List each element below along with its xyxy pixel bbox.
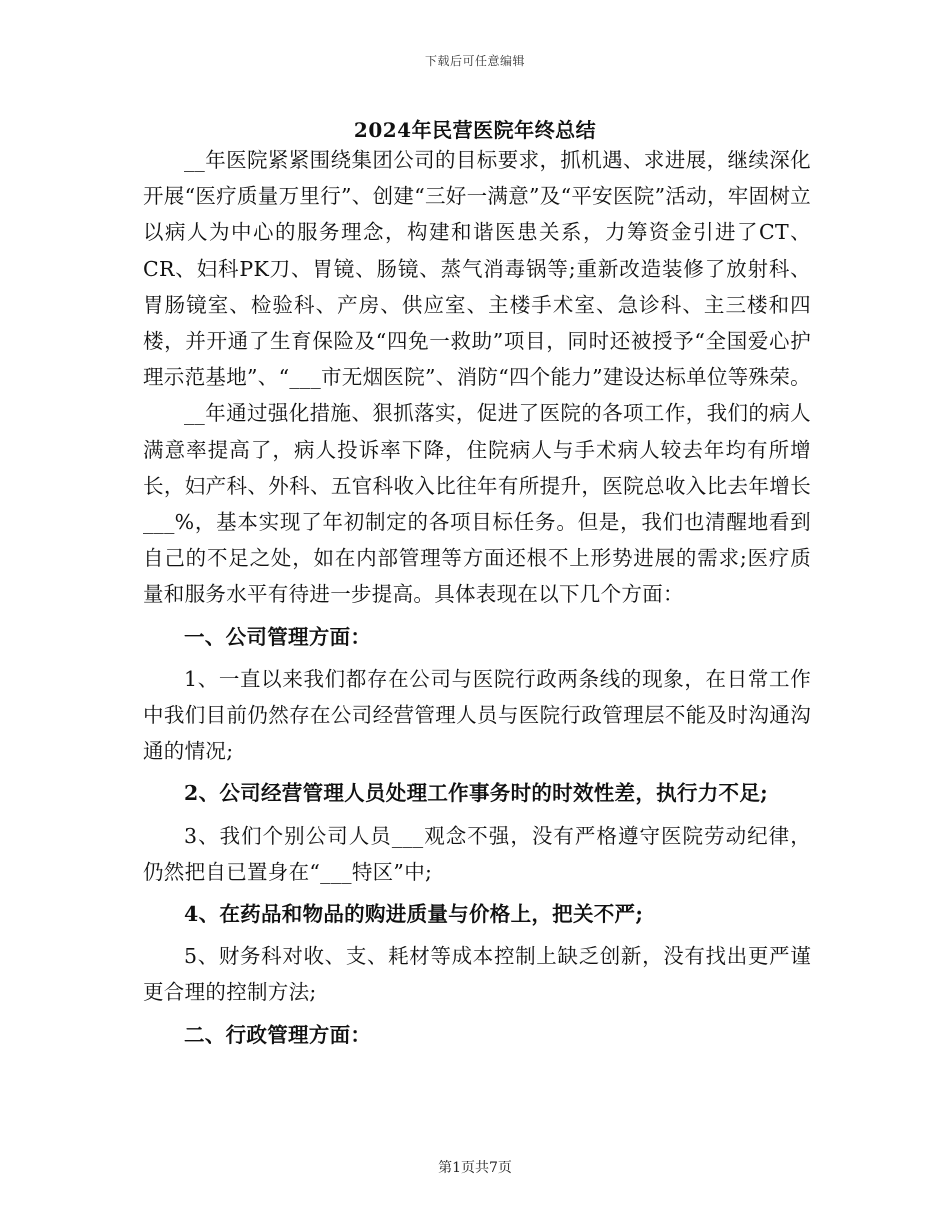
list-item-1: 1、一直以来我们都存在公司与医院行政两条线的现象，在日常工作中我们目前仍然存在公司经营管理人员与医院行政管理层不能及时沟通沟通的情况;: [143, 666, 811, 764]
section-heading-administrative-management: 二、行政管理方面：: [184, 1022, 372, 1047]
page-number: 第1页共7页: [438, 1160, 512, 1176]
document-body: [143, 142, 811, 1053]
section-heading-company-management: 一、公司管理方面：: [184, 624, 372, 649]
list-item-5: 5、财务科对收、支、耗材等成本控制上缺乏创新，没有找出更严谨更合理的控制方法;: [143, 944, 811, 1005]
list-item-2: 2、公司经营管理人员处理工作事务时的时效性差，执行力不足;: [184, 781, 769, 806]
list-item-3: 3、我们个别公司人员___观念不强，没有严格遵守医院劳动纪律，仍然把自已置身在“___特区”中;: [143, 823, 811, 884]
document-title: 2024年民营医院年终总结: [353, 118, 597, 142]
download-editable-note: 下载后可任意编辑: [424, 54, 525, 68]
intro-paragraph: __年医院紧紧围绕集团公司的目标要求，抓机遇、求进展，继续深化开展“医疗质量万里行”、创建“三好一满意”及“平安医院”活动，牢固树立以病人为中心的服务理念，构建和谐医患关系，力筹资金引进了CT、CR、妇科PK刀、胃镜、肠镜、蒸气消毒锅等;重新改造装修了放射科、胃肠镜室、检验科、产房、供应室、主楼手术室、急诊科、主三楼和四楼，并开通了生育保险及“四免一救助”项目，同时还被授予“全国爱心护理示范基地”、“___市无烟医院”、消防“四个能力”建设达标单位等殊荣。: [143, 148, 811, 390]
summary-paragraph: __年通过强化措施、狠抓落实，促进了医院的各项工作，我们的病人满意率提高了，病人投诉率下降，住院病人与手术病人较去年均有所增长，妇产科、外科、五官科收入比往年有所提升，医院总收入比去年增长___%，基本实现了年初制定的各项目标任务。但是，我们也清醒地看到自己的不足之处，如在内部管理等方面还根不上形势进展的需求;医疗质量和服务水平有待进一步提高。具体表现在以下几个方面：: [143, 401, 811, 607]
list-item-4: 4、在药品和物品的购进质量与价格上，把关不严;: [184, 902, 644, 927]
